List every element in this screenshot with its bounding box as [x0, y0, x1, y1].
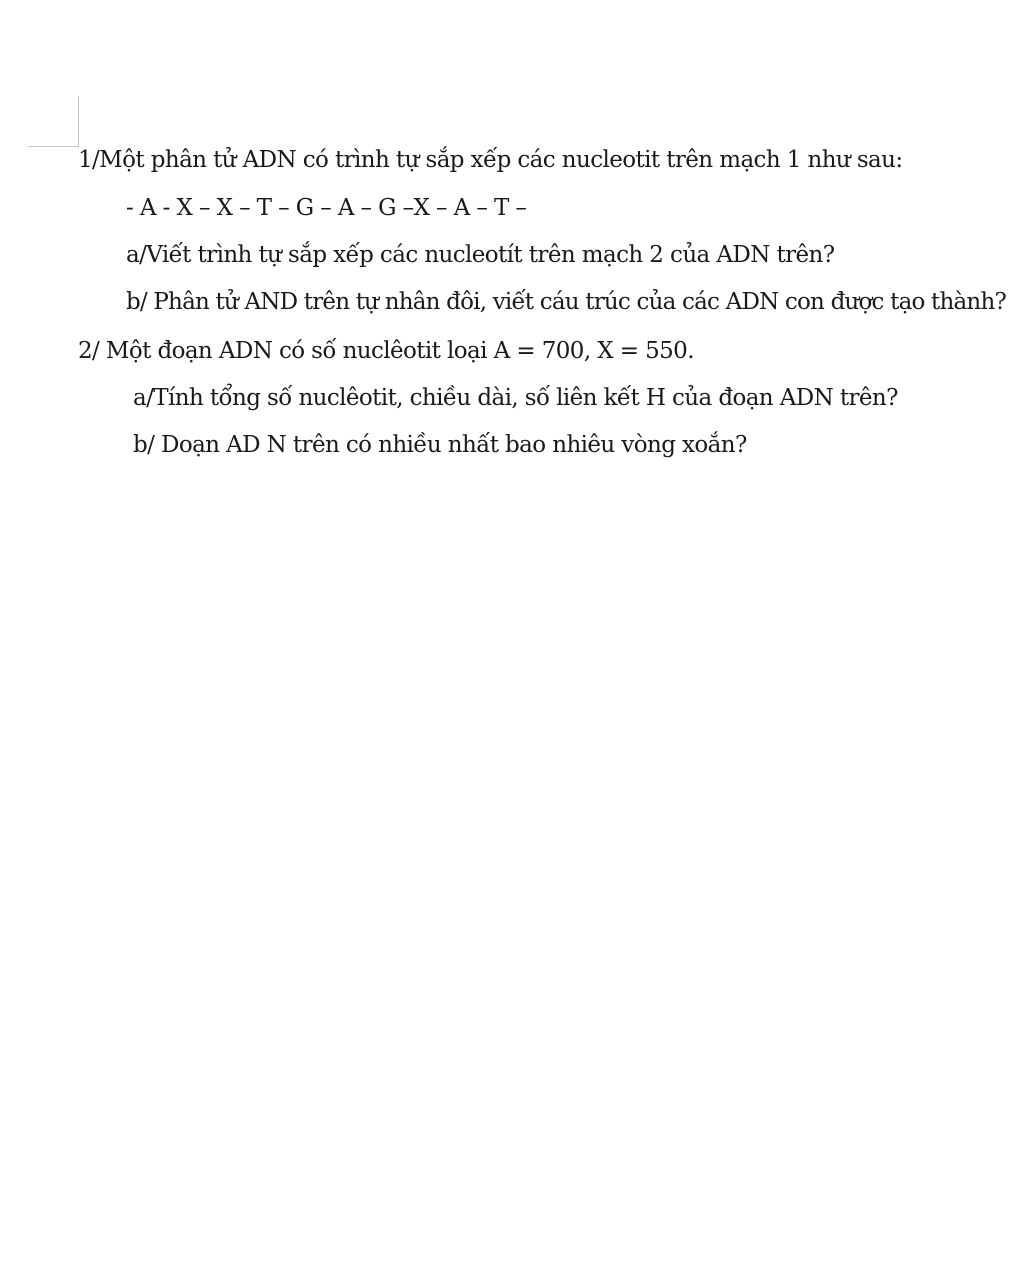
question-2-part-a: a/Tính tổng số nuclêotit, chiều dài, số liên kết H của đoạn ADN trên?: [133, 385, 898, 411]
question-1-sequence: - A - X – X – T – G – A – G –X – A – T –: [126, 195, 527, 221]
page-margin-marker: [28, 96, 79, 147]
question-1-part-b: b/ Phân tử AND trên tự nhân đôi, viết cáu trúc của các ADN con được tạo thành?: [126, 289, 1006, 315]
question-1-intro: 1/Một phân tử ADN có trình tự sắp xếp các nucleotit trên mạch 1 như sau:: [78, 147, 903, 173]
question-1-part-a: a/Viết trình tự sắp xếp các nucleotít trên mạch 2 của ADN trên?: [126, 242, 835, 268]
question-2-intro: 2/ Một đoạn ADN có số nuclêotit loại A = 700, X = 550.: [78, 338, 694, 364]
question-2-part-b: b/ Doạn AD N trên có nhiều nhất bao nhiêu vòng xoắn?: [133, 432, 747, 458]
